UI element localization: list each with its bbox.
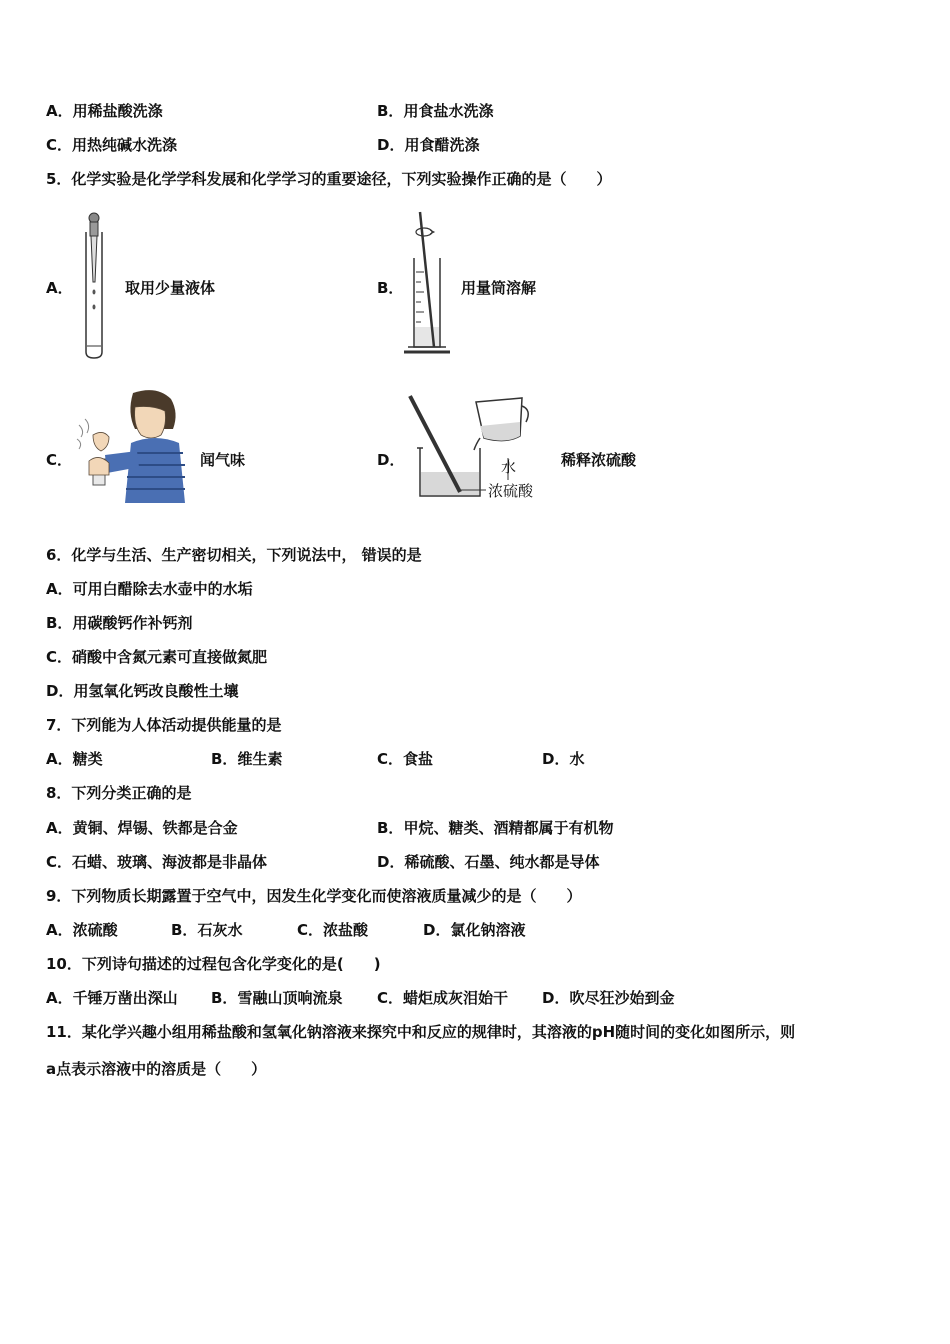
q11-stem-line2: a点表示溶液中的溶质是（ ）: [46, 1060, 267, 1078]
q9-option-c[interactable]: C．浓盐酸: [297, 921, 369, 939]
q7-stem: 7．下列能为人体活动提供能量的是: [46, 716, 282, 734]
q10-option-c[interactable]: C．蜡炬成灰泪始干: [377, 989, 509, 1007]
q5-option-a-caption: 取用少量液体: [125, 279, 216, 297]
q10-option-d[interactable]: D．吹尽狂沙始到金: [542, 989, 675, 1007]
q11-stem-line1: 11．某化学兴趣小组用稀盐酸和氢氧化钠溶液来探究中和反应的规律时，其溶液的pH随时间的变化如图所示，则: [46, 1023, 796, 1041]
q10-stem: 10．下列诗句描述的过程包含化学变化的是( ): [46, 955, 381, 973]
q4-option-c[interactable]: C．用热纯碱水洗涤: [46, 136, 178, 154]
graduated-cylinder-icon: [400, 212, 460, 357]
q5-option-b-label[interactable]: B．: [377, 279, 404, 297]
acid-annotation: 浓硫酸: [488, 482, 534, 500]
q8-option-c[interactable]: C．石蜡、玻璃、海波都是非晶体: [46, 853, 268, 871]
boy-smelling-icon: [75, 385, 187, 503]
q9-option-d[interactable]: D．氯化钠溶液: [423, 921, 526, 939]
q5-option-d-label[interactable]: D．: [377, 451, 405, 469]
q5-option-d-caption: 稀释浓硫酸: [561, 451, 637, 469]
q8-option-d[interactable]: D．稀硫酸、石墨、纯水都是导体: [377, 853, 600, 871]
q6-option-c[interactable]: C．硝酸中含氮元素可直接做氮肥: [46, 648, 268, 666]
q5-stem: 5．化学实验是化学学科发展和化学学习的重要途径，下列实验操作正确的是（ ）: [46, 170, 612, 188]
q10-option-b[interactable]: B．雪融山顶响流泉: [211, 989, 343, 1007]
q9-stem: 9．下列物质长期露置于空气中，因发生化学变化而使溶液质量减少的是（ ）: [46, 887, 582, 905]
q8-stem: 8．下列分类正确的是: [46, 784, 192, 802]
q6-stem: 6．化学与生活、生产密切相关，下列说法中， 错误的是: [46, 546, 422, 564]
q7-option-d[interactable]: D．水: [542, 750, 585, 768]
q4-option-a[interactable]: A．用稀盐酸洗涤: [46, 102, 163, 120]
q6-option-d[interactable]: D．用氢氧化钙改良酸性土壤: [46, 682, 239, 700]
q9-option-a[interactable]: A．浓硫酸: [46, 921, 118, 939]
q5-option-c-label[interactable]: C．: [46, 451, 73, 469]
q8-option-b[interactable]: B．甲烷、糖类、酒精都属于有机物: [377, 819, 614, 837]
q8-option-a[interactable]: A．黄铜、焊锡、铁都是合金: [46, 819, 238, 837]
q6-option-a[interactable]: A．可用白醋除去水壶中的水垢: [46, 580, 253, 598]
q6-option-b[interactable]: B．用碳酸钙作补钙剂: [46, 614, 193, 632]
q5-option-a-label[interactable]: A．: [46, 279, 73, 297]
q7-option-b[interactable]: B．维生素: [211, 750, 283, 768]
q9-option-b[interactable]: B．石灰水: [171, 921, 243, 939]
q4-option-b[interactable]: B．用食盐水洗涤: [377, 102, 494, 120]
q7-option-a[interactable]: A．糖类: [46, 750, 103, 768]
q5-option-c-caption: 闻气味: [200, 451, 246, 469]
water-annotation: 水: [501, 458, 517, 476]
dropper-test-tube-icon: [80, 212, 112, 362]
q10-option-a[interactable]: A．千锤万凿出深山: [46, 989, 178, 1007]
dilute-acid-icon: [400, 390, 550, 505]
q7-option-c[interactable]: C．食盐: [377, 750, 434, 768]
q4-option-d[interactable]: D．用食醋洗涤: [377, 136, 480, 154]
q5-option-b-caption: 用量筒溶解: [461, 279, 537, 297]
